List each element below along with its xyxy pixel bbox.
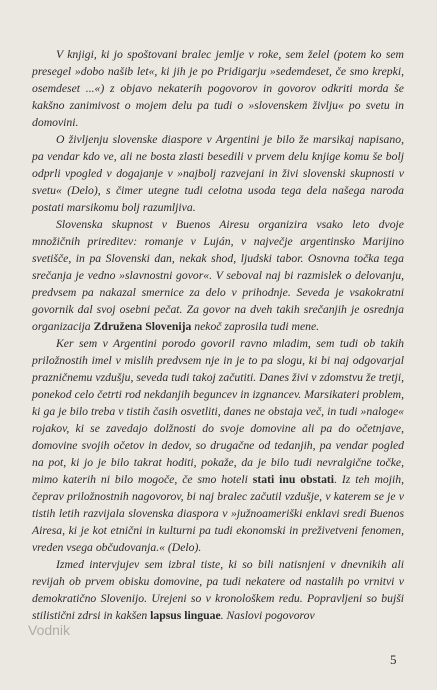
text-run: . Iz teh mojih, čeprav priložnostnih nagovorov, bi naj bralec začutil vzdušje, v katerem se je v tistih letih razvijala slovenska diaspora v »južnoameriški enklavi sredi Buenos Airesa, ki je kot etnični in kulturni pa tudi ekonomski in preživetveni fenomen, vreden vsega občudovanja.« (Delo). xyxy=(32,473,404,554)
text-run: V knjigi, ki jo spoštovani bralec jemlje v roke, sem želel (potem ko sem presegel »dobo našib let«, ki jih je po Pridigarju »sedemdeset, če smo krepki, osemdeset ...«) z objavo nekaterih pogovorov in govorov odkriti morda še kakšno zanimivost o mojem delu pa tudi o »slovenskem življu« po svetu in domovini. xyxy=(32,48,404,129)
page-number: 5 xyxy=(390,652,397,667)
emphasized-term: Združena Slovenija xyxy=(93,320,192,333)
paragraph xyxy=(32,216,404,335)
text-run: Slovenska skupnost v Buenos Airesu organizira vsako leto dvoje množičnih prireditev: romanje v Luján, v največje argentinsko Marijino svetišče, in pa Slovenski dan, nekak shod, ljudski tabor. Osnovna točka tega srečanja je vedno »slavnostni govor«. V seboval naj bi razmislek o delovanju, predvsem pa nakazal smernice za delo v prihodnje. Seveda je vsakokratni govornik dal svoj osebni pečat. Za govor na dveh takih srečanjih je osrednja organizacija xyxy=(32,218,404,333)
paragraph xyxy=(32,556,404,624)
body-text xyxy=(32,46,404,624)
emphasized-term: lapsus linguae xyxy=(150,609,221,622)
text-run: O življenju slovenske diaspore v Argentini je bilo že marsikaj napisano, pa vendar kdo ve, ali ne bosta zlasti besedili v prvem delu knjige komu še bolj odprli vpogled v dogajanje v »najbolj razvejani in živi slovenski skupnosti v svetu« (Delo), s čimer utegne tudi celotna usoda tega dela našega naroda postati marsikomu bolj razumljiva. xyxy=(32,133,404,214)
paragraph xyxy=(32,335,404,556)
text-run: Ker sem v Argentini porodo govoril ravno mladim, sem tudi ob takih priložnostih imel v mislih predvsem nje in je to pa slogu, ki bi naj odgovarjal prazničnemu vzdušju, seveda tudi takoj začutiti. Danes živi v zdomstvu že tretji, ponekod celo četrti rod nekdanjih beguncev in izgnancev. Marsikateri problem, ki ga je bilo treba v tistih časih osvetliti, danes ne obstaja več, in tudi »naloge« rojakov, ki se zavedajo dolžnosti do svoje domovine ali pa do očetnjave, domovine svojih očetov in dedov, so drugačne od tedanjih, pa vendar pogled na pot, ki jo je bilo takrat hoditi, pokaže, da je bilo tudi nevralgične točke, mimo katerih ni bilo mogoče, če smo hoteli xyxy=(32,337,404,486)
text-run: nekoč zaprosila tudi mene. xyxy=(191,320,320,333)
paragraph xyxy=(32,46,404,131)
paragraph xyxy=(32,131,404,216)
watermark: Vodnik xyxy=(28,622,71,638)
emphasized-term: stati inu obstati xyxy=(252,473,335,486)
text-run: Izmed intervjujev sem izbral tiste, ki so bili natisnjeni v dnevnikih ali revijah ob prvem obisku domovine, pa tudi nekatere od nastalih po vrnitvi v demokratično Slovenijo. Urejeni so v kronološkem redu. Popravljeni so bujši stilistični zdrsi in kakšen xyxy=(32,558,404,622)
text-run: . Naslovi pogovorov xyxy=(220,609,315,622)
